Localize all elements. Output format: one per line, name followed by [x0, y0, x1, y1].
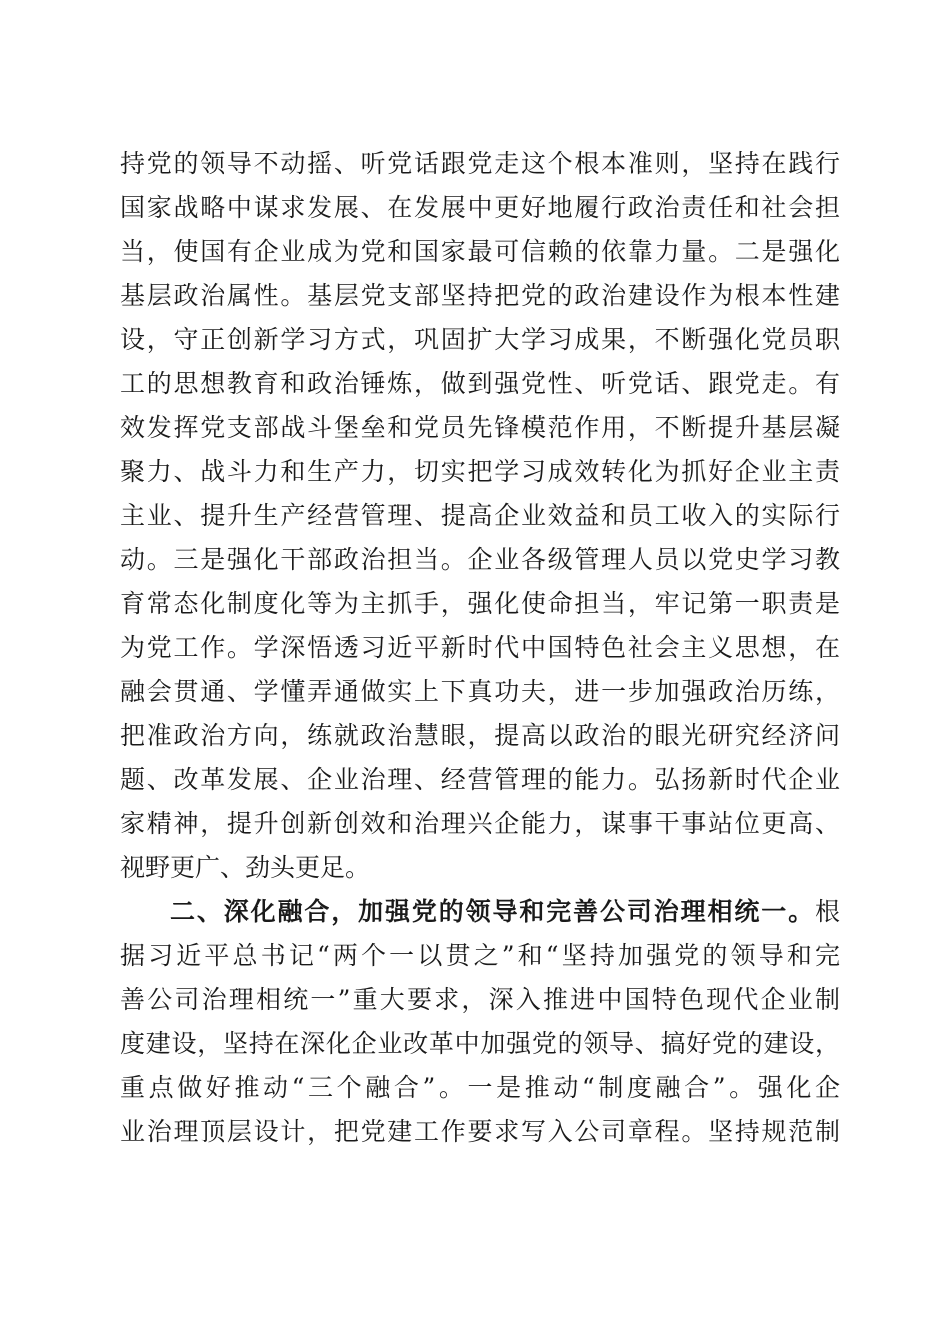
paragraph-line: 把准政治方向，练就政治慧眼，提高以政治的眼光研究经济问 — [120, 721, 840, 750]
paragraph-line: 据习近平总书记“两个一以贯之”和“坚持加强党的领导和完 — [120, 941, 840, 970]
paragraph-line: 题、改革发展、企业治理、经营管理的能力。弘扬新时代企业 — [120, 765, 840, 794]
section-heading-line — [120, 890, 840, 934]
paragraph-line: 持党的领导不动摇、听党话跟党走这个根本准则，坚持在践行 — [120, 149, 840, 178]
paragraph-line: 设，守正创新学习方式，巩固扩大学习成果，不断强化党员职 — [120, 325, 840, 354]
paragraph-line: 效发挥党支部战斗堡垒和党员先锋模范作用，不断提升基层凝 — [120, 413, 840, 442]
paragraph-line: 家精神，提升创新创效和治理兴企能力，谋事干事站位更高、 — [120, 809, 840, 838]
body-text — [120, 142, 840, 1154]
paragraph-line: 主业、提升生产经营管理、提高企业效益和员工收入的实际行 — [120, 501, 840, 530]
paragraph-line: 业治理顶层设计，把党建工作要求写入公司章程。坚持规范制 — [120, 1117, 840, 1146]
paragraph-line: 动。三是强化干部政治担当。企业各级管理人员以党史学习教 — [120, 545, 840, 574]
paragraph-line: 度建设，坚持在深化企业改革中加强党的领导、搞好党的建设， — [120, 1029, 840, 1058]
paragraph-line: 善公司治理相统一”重大要求，深入推进中国特色现代企业制 — [120, 985, 840, 1014]
paragraph-line: 工的思想教育和政治锤炼，做到强党性、听党话、跟党走。有 — [120, 369, 840, 398]
paragraph-line: 国家战略中谋求发展、在发展中更好地履行政治责任和社会担 — [120, 193, 840, 222]
section-heading: 二、深化融合，加强党的领导和完善公司治理相统一。 — [170, 897, 815, 926]
section-heading-tail: 根 — [814, 897, 840, 926]
paragraph-line: 聚力、战斗力和生产力，切实把学习成效转化为抓好企业主责 — [120, 457, 840, 486]
paragraph-line: 重点做好推动“三个融合”。一是推动“制度融合”。强化企 — [120, 1073, 840, 1102]
paragraph-line: 当，使国有企业成为党和国家最可信赖的依靠力量。二是强化 — [120, 237, 840, 266]
paragraph-line: 融会贯通、学懂弄通做实上下真功夫，进一步加强政治历练， — [120, 677, 840, 706]
paragraph-line: 为党工作。学深悟透习近平新时代中国特色社会主义思想，在 — [120, 633, 840, 662]
paragraph-line: 视野更广、劲头更足。 — [120, 853, 371, 882]
paragraph-line: 育常态化制度化等为主抓手，强化使命担当，牢记第一职责是 — [120, 589, 840, 618]
paragraph-line: 基层政治属性。基层党支部坚持把党的政治建设作为根本性建 — [120, 281, 840, 310]
